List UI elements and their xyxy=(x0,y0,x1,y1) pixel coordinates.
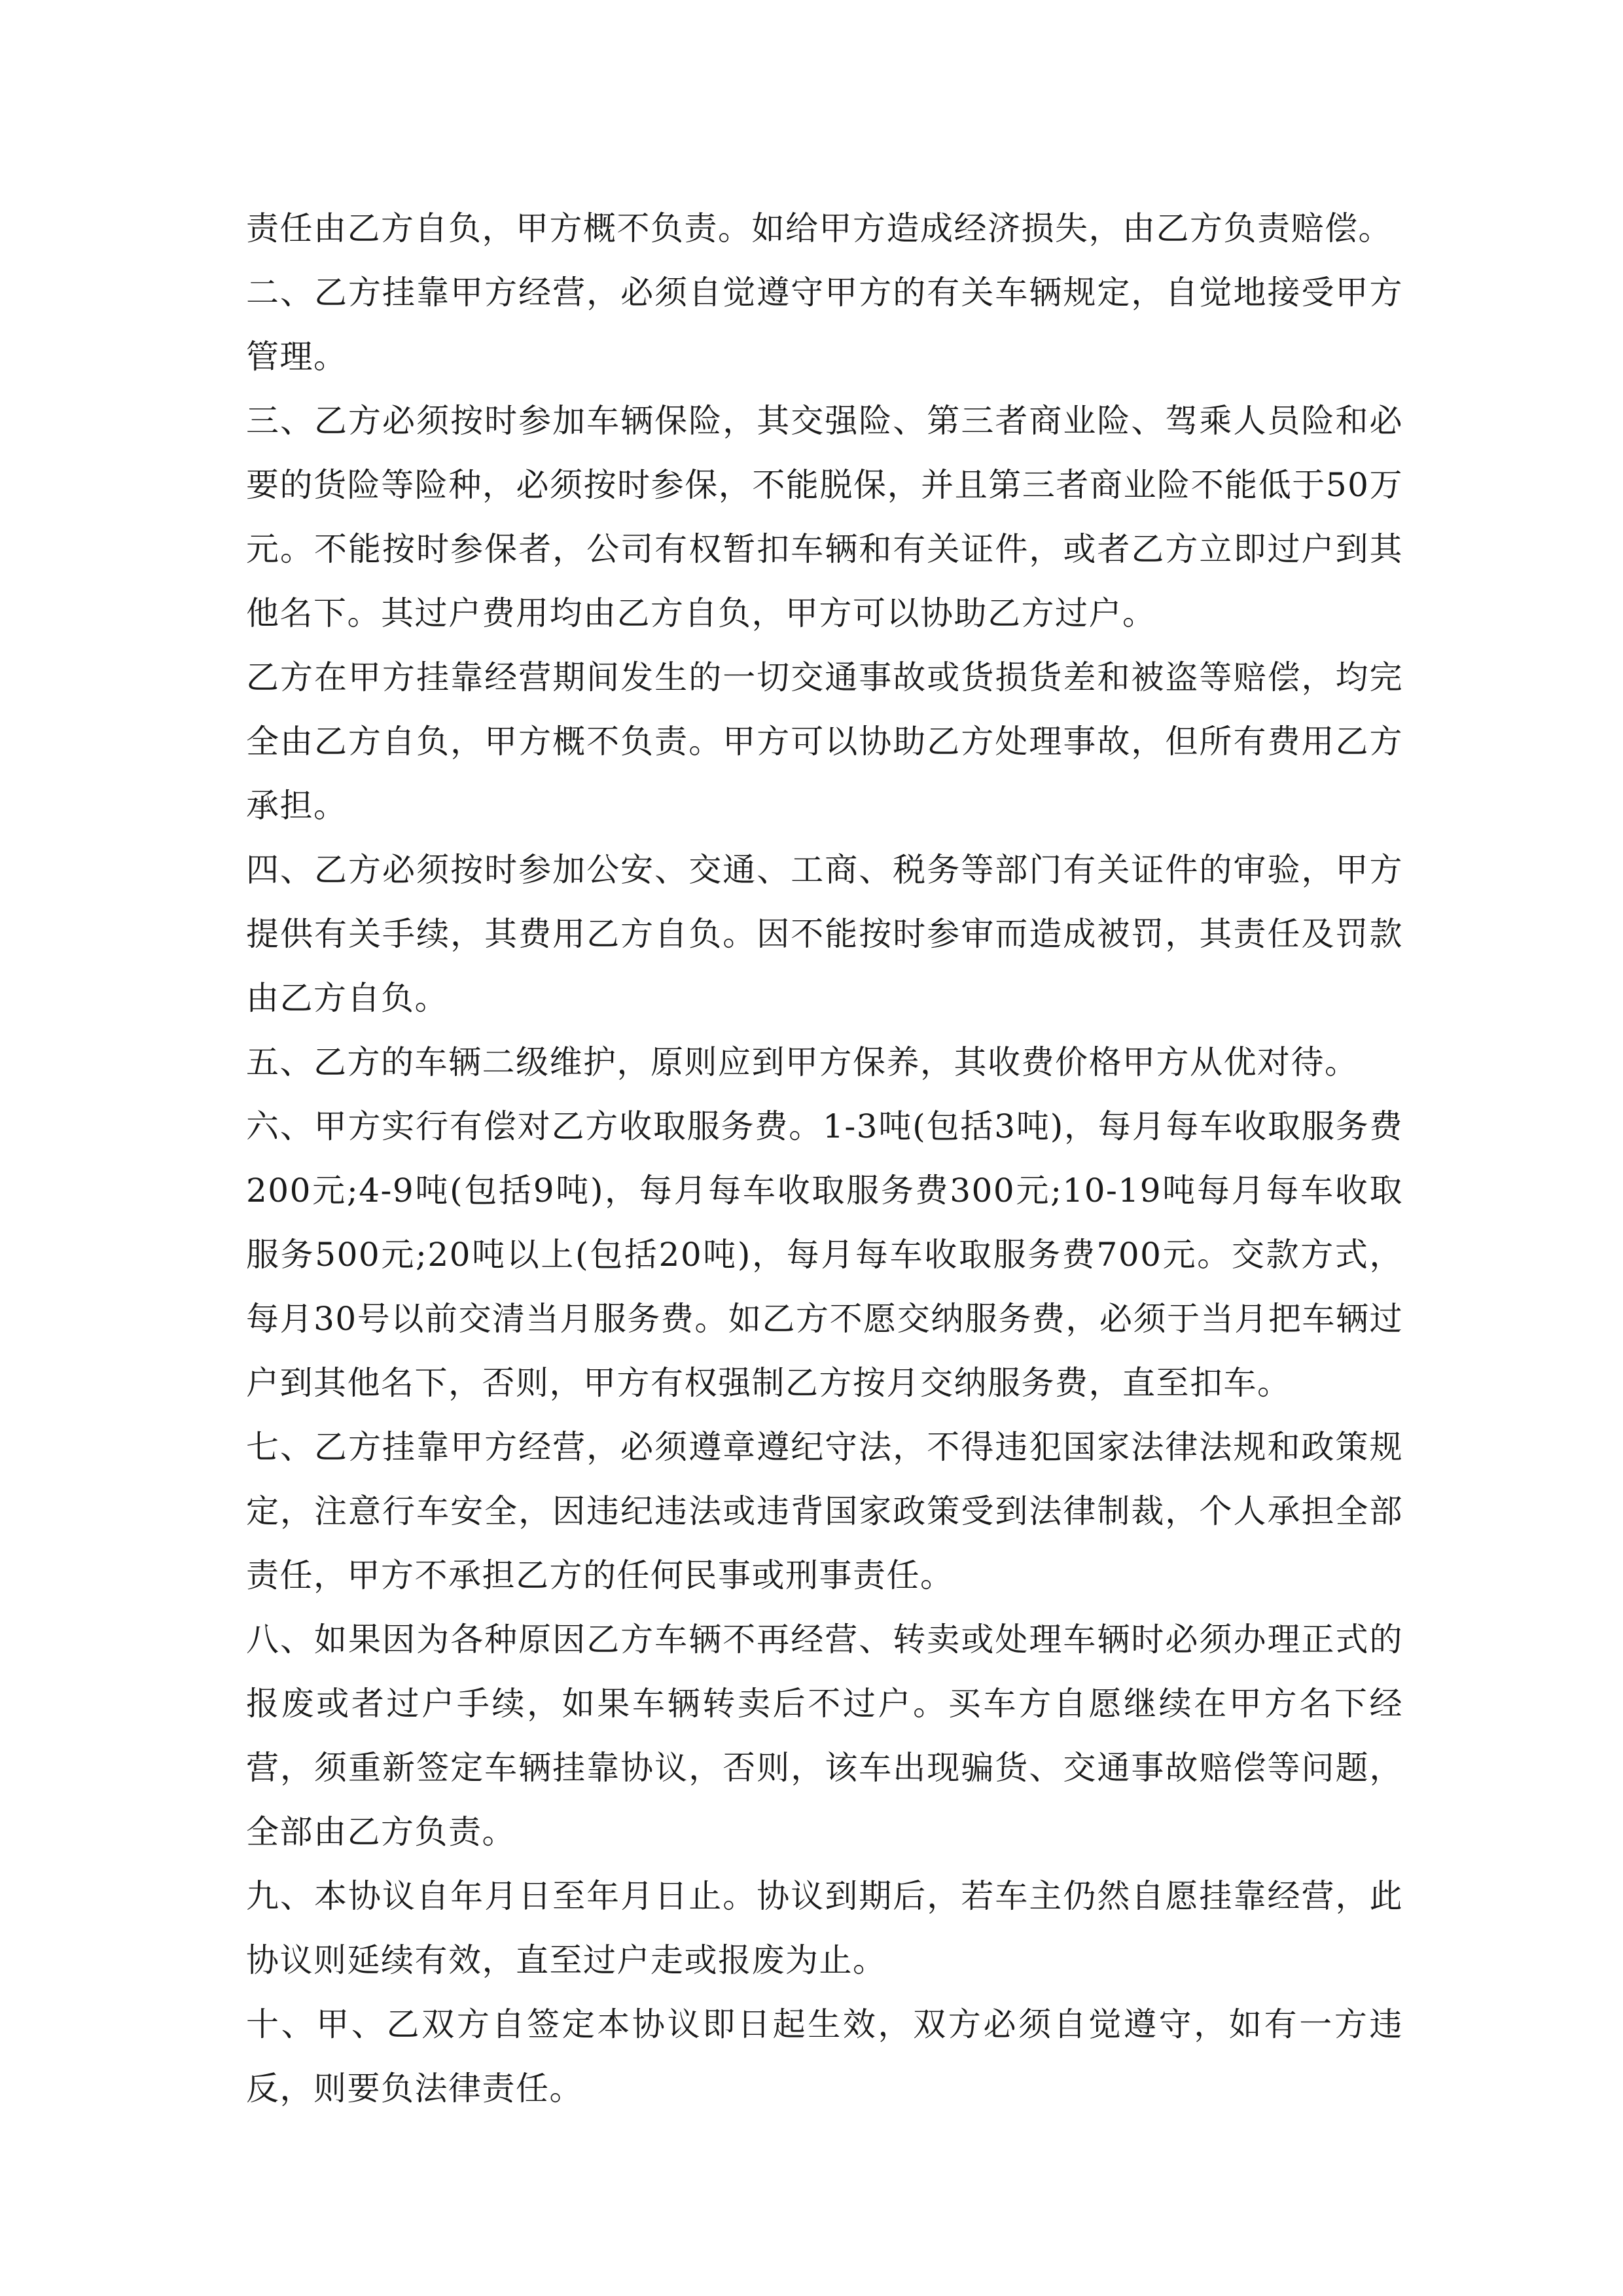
paragraph-clause-10: 十、甲、乙双方自签定本协议即日起生效，双方必须自觉遵守，如有一方违反，则要负法律责任。 xyxy=(246,2005,1403,2108)
paragraph-clause-9: 九、本协议自年月日至年月日止。协议到期后，若车主仍然自愿挂靠经营，此协议则延续有效，直至过户走或报废为止。 xyxy=(246,1877,1403,1979)
paragraph-clause-5: 五、乙方的车辆二级维护，原则应到甲方保养，其收费价格甲方从优对待。 xyxy=(246,1043,1359,1081)
paragraph-clause-3-accidents: 乙方在甲方挂靠经营期间发生的一切交通事故或货损货差和被盗等赔偿，均完全由乙方自负，甲方概不负责。甲方可以协助乙方处理事故，但所有费用乙方承担。 xyxy=(246,658,1403,825)
document-body xyxy=(246,196,1403,2121)
paragraph-clause-2: 二、乙方挂靠甲方经营，必须自觉遵守甲方的有关车辆规定，自觉地接受甲方管理。 xyxy=(246,274,1403,376)
paragraph-clause-6: 六、甲方实行有偿对乙方收取服务费。1-3吨(包括3吨)，每月每车收取服务费200元;4-9吨(包括9吨)，每月每车收取服务费300元;10-19吨每月每车收取服务500元;20吨以上(包括20吨)，每月每车收取服务费700元。交款方式，每月30号以前交清当月服务费。如乙方不愿交纳服务费，必须于当月把车辆过户到其他名下，否则，甲方有权强制乙方按月交纳服务费，直至扣车。 xyxy=(246,1107,1403,1402)
paragraph-clause-4: 四、乙方必须按时参加公安、交通、工商、税务等部门有关证件的审验，甲方提供有关手续，其费用乙方自负。因不能按时参审而造成被罚，其责任及罚款由乙方自负。 xyxy=(246,851,1403,1017)
paragraph-clause-3: 三、乙方必须按时参加车辆保险，其交强险、第三者商业险、驾乘人员险和必要的货险等险种，必须按时参保，不能脱保，并且第三者商业险不能低于50万元。不能按时参保者，公司有权暂扣车辆和有关证件，或者乙方立即过户到其他名下。其过户费用均由乙方自负，甲方可以协助乙方过户。 xyxy=(246,402,1403,632)
paragraph-clause-7: 七、乙方挂靠甲方经营，必须遵章遵纪守法，不得违犯国家法律法规和政策规定，注意行车安全，因违纪违法或违背国家政策受到法律制裁，个人承担全部责任，甲方不承担乙方的任何民事或刑事责任。 xyxy=(246,1428,1403,1594)
paragraph-clause-8: 八、如果因为各种原因乙方车辆不再经营、转卖或处理车辆时必须办理正式的报废或者过户手续，如果车辆转卖后不过户。买车方自愿继续在甲方名下经营，须重新签定车辆挂靠协议，否则，该车出现骗货、交通事故赔偿等问题，全部由乙方负责。 xyxy=(246,1621,1403,1851)
paragraph-liability-continued: 责任由乙方自负，甲方概不负责。如给甲方造成经济损失，由乙方负责赔偿。 xyxy=(246,209,1392,247)
